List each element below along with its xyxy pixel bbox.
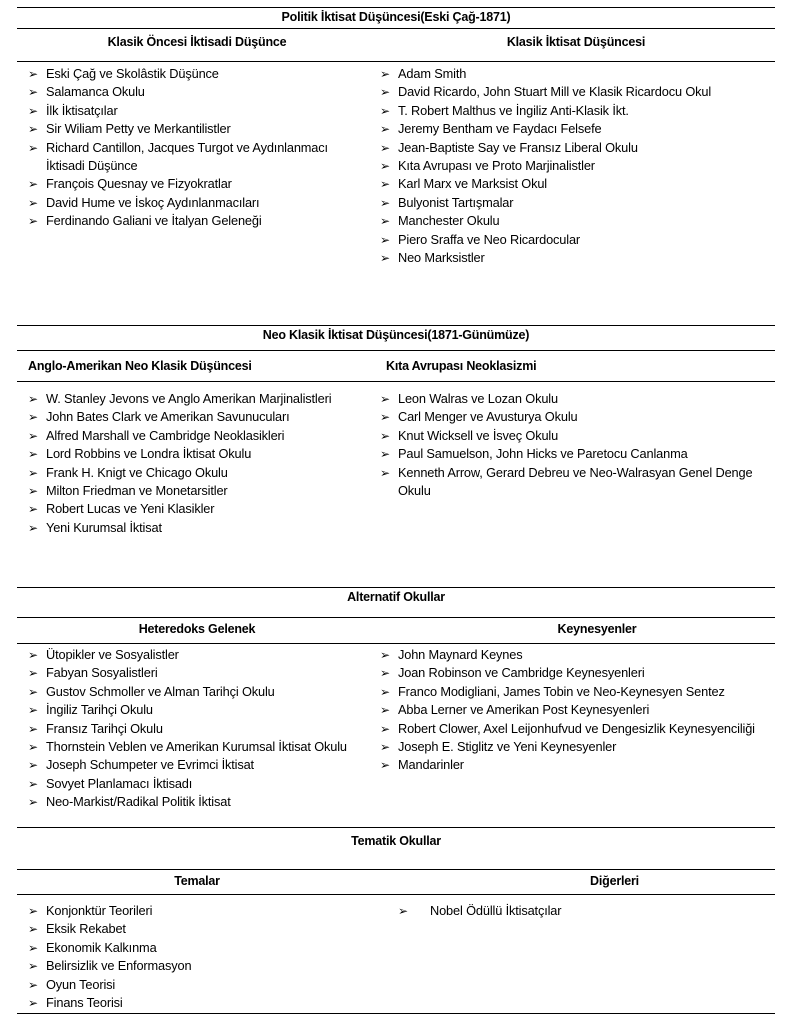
rule-under-headers	[17, 61, 775, 62]
arrow-bullet-icon: ➢	[28, 447, 38, 462]
list-item	[28, 920, 358, 938]
list-item	[380, 65, 775, 83]
list-item-text: Joan Robinson ve Cambridge Keynesyenleri	[398, 665, 645, 681]
list-item-text: François Quesnay ve Fizyokratlar	[46, 176, 232, 192]
rule-under-title	[17, 617, 775, 618]
arrow-bullet-icon: ➢	[28, 67, 38, 81]
list-item	[28, 102, 363, 120]
list-item-text: İlk İktisatçılar	[46, 102, 118, 118]
arrow-bullet-icon: ➢	[380, 140, 390, 155]
bullet-list-right	[380, 646, 775, 775]
list-item	[380, 212, 775, 230]
list-item	[28, 902, 358, 920]
arrow-bullet-icon: ➢	[380, 177, 390, 192]
arrow-bullet-icon: ➢	[28, 428, 38, 443]
list-item-text: Salamanca Okulu	[46, 84, 145, 100]
list-item-text: Eksik Rekabet	[46, 921, 126, 937]
list-item-text: Neo-Markist/Radikal Politik İktisat	[46, 794, 231, 810]
list-item-text: Jeremy Bentham ve Faydacı Felsefe	[398, 121, 602, 137]
rule-top	[17, 7, 775, 8]
list-item	[380, 427, 765, 445]
arrow-bullet-icon: ➢	[380, 214, 390, 229]
arrow-bullet-icon: ➢	[28, 520, 38, 535]
list-item	[28, 519, 378, 537]
rule-under-headers	[17, 894, 775, 895]
column-header-right: Diğerleri	[590, 874, 639, 888]
list-item	[28, 139, 363, 176]
list-item-text: Finans Teorisi	[46, 995, 123, 1011]
arrow-bullet-icon: ➢	[28, 959, 38, 974]
list-item-text: Alfred Marshall ve Cambridge Neoklasikleri	[46, 427, 285, 443]
section-title: Neo Klasik İktisat Düşüncesi(1871-Günümüze)	[262, 328, 530, 342]
list-item-text: Karl Marx ve Marksist Okul	[398, 176, 547, 192]
list-item	[380, 139, 775, 157]
list-item	[28, 65, 363, 83]
list-item-text: Neo Marksistler	[398, 250, 485, 266]
list-item	[28, 976, 358, 994]
list-item	[28, 427, 378, 445]
list-item-text: İngiliz Tarihçi Okulu	[46, 702, 153, 718]
arrow-bullet-icon: ➢	[28, 996, 38, 1011]
column-header-right: Keynesyenler	[557, 622, 637, 636]
arrow-bullet-icon: ➢	[398, 904, 408, 918]
list-item	[28, 83, 363, 101]
rule-under-title	[17, 350, 775, 351]
arrow-bullet-icon: ➢	[380, 103, 390, 118]
section-tematik	[17, 828, 775, 1018]
arrow-bullet-icon: ➢	[380, 392, 390, 406]
arrow-bullet-icon: ➢	[380, 465, 390, 480]
arrow-bullet-icon: ➢	[28, 140, 38, 155]
list-item-text: Abba Lerner ve Amerikan Post Keynesyenleri	[398, 702, 650, 718]
list-item-text: Milton Friedman ve Monetarsitler	[46, 483, 228, 499]
list-item-text: Leon Walras ve Lozan Okulu	[398, 391, 558, 406]
arrow-bullet-icon: ➢	[28, 740, 38, 755]
section-politik	[17, 0, 775, 290]
list-item	[28, 939, 358, 957]
section-title: Tematik Okullar	[351, 834, 441, 848]
arrow-bullet-icon: ➢	[380, 251, 390, 266]
arrow-bullet-icon: ➢	[28, 666, 38, 681]
arrow-bullet-icon: ➢	[28, 484, 38, 499]
arrow-bullet-icon: ➢	[380, 721, 390, 736]
bullet-list-left	[28, 390, 378, 537]
column-header-left: Klasik Öncesi İktisadi Düşünce	[107, 35, 287, 49]
list-item-text: Piero Sraffa ve Neo Ricardocular	[398, 231, 581, 247]
list-item-text: Adam Smith	[398, 66, 467, 81]
rule-top	[17, 587, 775, 588]
arrow-bullet-icon: ➢	[380, 740, 390, 755]
arrow-bullet-icon: ➢	[380, 684, 390, 699]
list-item-text: Lord Robbins ve Londra İktisat Okulu	[46, 446, 252, 462]
column-header-right: Klasik İktisat Düşüncesi	[506, 35, 646, 49]
rule-top	[17, 325, 775, 326]
arrow-bullet-icon: ➢	[28, 410, 38, 425]
arrow-bullet-icon: ➢	[28, 721, 38, 736]
bullet-list-right	[380, 65, 775, 267]
list-item	[28, 212, 363, 230]
arrow-bullet-icon: ➢	[28, 977, 38, 992]
arrow-bullet-icon: ➢	[28, 502, 38, 517]
list-item	[380, 701, 775, 719]
arrow-bullet-icon: ➢	[380, 703, 390, 718]
rule-under-title	[17, 28, 775, 29]
list-item-text: Kıta Avrupası ve Proto Marjinalistler	[398, 158, 595, 174]
list-item-text: David Hume ve İskoç Aydınlanmacıları	[46, 194, 260, 210]
list-item-text: Manchester Okulu	[398, 213, 500, 229]
list-item	[28, 408, 378, 426]
list-item	[28, 390, 378, 408]
arrow-bullet-icon: ➢	[380, 122, 390, 137]
list-item	[28, 957, 358, 975]
list-item	[28, 445, 378, 463]
list-item-text: Nobel Ödüllü İktisatçılar	[430, 903, 562, 918]
list-item	[28, 646, 363, 664]
list-item-text: Robert Lucas ve Yeni Klasikler	[46, 501, 215, 517]
list-item	[380, 646, 775, 664]
list-item-text: Konjonktür Teorileri	[46, 903, 153, 918]
column-header-left: Heteredoks Gelenek	[138, 622, 256, 636]
list-item	[380, 464, 765, 501]
list-item-text: Ekonomik Kalkınma	[46, 939, 157, 955]
list-item	[380, 102, 775, 120]
list-item-text: Gustov Schmoller ve Alman Tarihçi Okulu	[46, 683, 275, 699]
list-item-text: Thornstein Veblen ve Amerikan Kurumsal İktisat Okulu	[46, 739, 347, 755]
section-neoklasik	[17, 320, 775, 570]
list-item-text: Ferdinando Galiani ve İtalyan Geleneği	[46, 213, 262, 229]
list-item-text: Joseph Schumpeter ve Evrimci İktisat	[46, 757, 254, 773]
list-item	[380, 83, 775, 101]
list-item-text: Robert Clower, Axel Leijonhufvud ve Dengesizlik Keynesyenciliği	[398, 720, 755, 736]
arrow-bullet-icon: ➢	[28, 940, 38, 955]
list-item-text: Carl Menger ve Avusturya Okulu	[398, 409, 578, 425]
list-item	[380, 720, 775, 738]
list-item-text: David Ricardo, John Stuart Mill ve Klasik Ricardocu Okul	[398, 84, 712, 100]
arrow-bullet-icon: ➢	[380, 410, 390, 425]
arrow-bullet-icon: ➢	[380, 195, 390, 210]
arrow-bullet-icon: ➢	[380, 159, 390, 174]
list-item	[28, 994, 358, 1012]
list-item-text: John Maynard Keynes	[398, 647, 523, 662]
list-item	[398, 902, 758, 920]
list-item-text: Fabyan Sosyalistleri	[46, 665, 158, 681]
list-item	[28, 793, 363, 811]
list-item-text: T. Robert Malthus ve İngiliz Anti-Klasik İkt.	[398, 102, 629, 118]
column-header-left: Temalar	[174, 874, 220, 888]
arrow-bullet-icon: ➢	[380, 447, 390, 462]
arrow-bullet-icon: ➢	[28, 214, 38, 229]
list-item-text: Yeni Kurumsal İktisat	[46, 519, 162, 535]
arrow-bullet-icon: ➢	[28, 195, 38, 210]
arrow-bullet-icon: ➢	[28, 85, 38, 100]
list-item-text: Sir Wiliam Petty ve Merkantilistler	[46, 121, 231, 137]
arrow-bullet-icon: ➢	[380, 428, 390, 443]
rule-under-headers	[17, 643, 775, 644]
section-title: Politik İktisat Düşüncesi(Eski Çağ-1871)	[281, 10, 511, 24]
list-item	[380, 157, 775, 175]
list-item-text: Oyun Teorisi	[46, 976, 116, 992]
list-item-text: Frank H. Knigt ve Chicago Okulu	[46, 464, 228, 480]
list-item-text: Ütopikler ve Sosyalistler	[46, 647, 179, 662]
list-item-text: Eski Çağ ve Skolâstik Düşünce	[46, 66, 219, 81]
list-item-text: Sovyet Planlamacı İktisadı	[46, 775, 193, 791]
list-item	[380, 756, 775, 774]
list-item	[28, 500, 378, 518]
arrow-bullet-icon: ➢	[28, 103, 38, 118]
list-item	[380, 664, 775, 682]
list-item	[28, 120, 363, 138]
list-item-text: Franco Modigliani, James Tobin ve Neo-Keynesyen Sentez	[398, 683, 725, 699]
arrow-bullet-icon: ➢	[28, 392, 38, 406]
list-item-text: Knut Wicksell ve İsveç Okulu	[398, 427, 559, 443]
list-item	[28, 175, 363, 193]
bullet-list-left	[28, 65, 363, 231]
list-item	[28, 664, 363, 682]
list-item-text: Mandarinler	[398, 757, 464, 773]
list-item-text: Fransız Tarihçi Okulu	[46, 720, 163, 736]
arrow-bullet-icon: ➢	[380, 648, 390, 662]
list-item	[380, 738, 775, 756]
list-item-text: Jean-Baptiste Say ve Fransız Liberal Okulu	[398, 139, 638, 155]
arrow-bullet-icon: ➢	[28, 684, 38, 699]
list-item	[28, 756, 363, 774]
list-item	[380, 390, 765, 408]
list-item	[28, 701, 363, 719]
rule-under-headers	[17, 381, 775, 382]
rule-under-title	[17, 869, 775, 870]
section-title: Alternatif Okullar	[347, 590, 445, 604]
list-item	[28, 464, 378, 482]
list-item-text: W. Stanley Jevons ve Anglo Amerikan Marjinalistleri	[46, 391, 332, 406]
list-item	[380, 120, 775, 138]
list-item-text: Paul Samuelson, John Hicks ve Paretocu Canlanma	[398, 446, 688, 462]
list-item	[28, 738, 363, 756]
list-item	[380, 249, 775, 267]
arrow-bullet-icon: ➢	[28, 922, 38, 937]
list-item-text: Bulyonist Tartışmalar	[398, 194, 514, 210]
list-item	[380, 445, 765, 463]
list-item	[28, 775, 363, 793]
list-item-text: Joseph E. Stiglitz ve Yeni Keynesyenler	[398, 739, 617, 755]
list-item-text: Belirsizlik ve Enformasyon	[46, 958, 192, 974]
arrow-bullet-icon: ➢	[28, 776, 38, 791]
bullet-list-right	[380, 390, 765, 500]
list-item	[380, 408, 765, 426]
list-item	[28, 683, 363, 701]
arrow-bullet-icon: ➢	[28, 648, 38, 662]
arrow-bullet-icon: ➢	[380, 85, 390, 100]
list-item-text: John Bates Clark ve Amerikan Savunucuları	[46, 409, 290, 425]
list-item-text: Richard Cantillon, Jacques Turgot ve Aydınlanmacı İktisadi Düşünce	[46, 139, 328, 174]
section-alternatif	[17, 583, 775, 833]
rule-bottom	[17, 1013, 775, 1014]
list-item	[28, 194, 363, 212]
arrow-bullet-icon: ➢	[28, 703, 38, 718]
arrow-bullet-icon: ➢	[28, 758, 38, 773]
arrow-bullet-icon: ➢	[28, 465, 38, 480]
list-item	[380, 175, 775, 193]
column-header-left: Anglo-Amerikan Neo Klasik Düşüncesi	[28, 359, 252, 373]
bullet-list-left	[28, 646, 363, 812]
list-item-text: Kenneth Arrow, Gerard Debreu ve Neo-Walrasyan Genel Denge Okulu	[398, 464, 753, 499]
list-item	[380, 683, 775, 701]
arrow-bullet-icon: ➢	[28, 904, 38, 918]
arrow-bullet-icon: ➢	[380, 67, 390, 81]
arrow-bullet-icon: ➢	[380, 758, 390, 773]
arrow-bullet-icon: ➢	[28, 177, 38, 192]
arrow-bullet-icon: ➢	[28, 795, 38, 810]
bullet-list-left	[28, 902, 358, 1012]
bullet-list-right	[398, 902, 758, 920]
arrow-bullet-icon: ➢	[380, 232, 390, 247]
arrow-bullet-icon: ➢	[380, 666, 390, 681]
list-item	[28, 720, 363, 738]
list-item	[28, 482, 378, 500]
list-item	[380, 194, 775, 212]
arrow-bullet-icon: ➢	[28, 122, 38, 137]
list-item	[380, 231, 775, 249]
column-header-right: Kıta Avrupası Neoklasizmi	[386, 359, 537, 373]
